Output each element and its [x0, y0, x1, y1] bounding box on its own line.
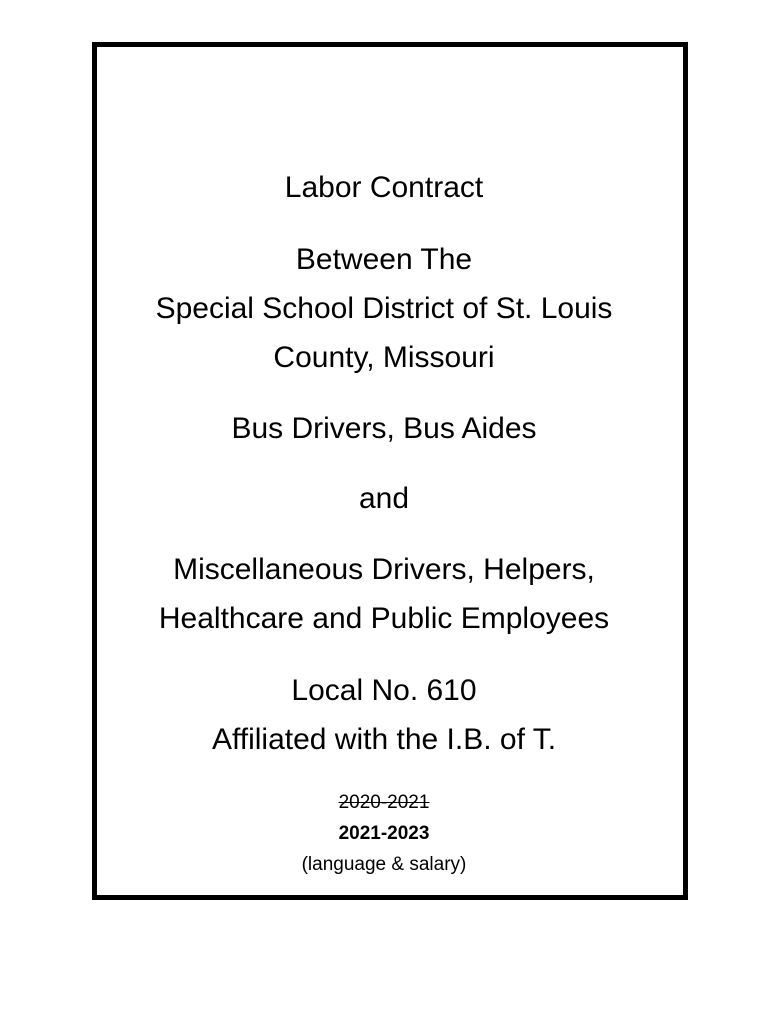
contract-term: 2021-2023 [338, 823, 430, 844]
party-two-line-2: Healthcare and Public Employees [158, 602, 610, 635]
local-number: Local No. 610 [291, 674, 477, 707]
between-line: Between The [295, 243, 473, 276]
district-line-2: County, Missouri [273, 341, 495, 374]
contract-title: Labor Contract [284, 171, 484, 204]
party-one: Bus Drivers, Bus Aides [231, 412, 537, 445]
party-two-line-1: Miscellaneous Drivers, Helpers, [173, 553, 595, 586]
affiliation: Affiliated with the I.B. of T. [211, 723, 557, 756]
old-term-struck: 2020-2021 [338, 792, 430, 813]
contract-scope: (language & salary) [301, 854, 467, 875]
conjunction-and: and [358, 482, 410, 515]
district-line-1: Special School District of St. Louis [155, 292, 613, 325]
